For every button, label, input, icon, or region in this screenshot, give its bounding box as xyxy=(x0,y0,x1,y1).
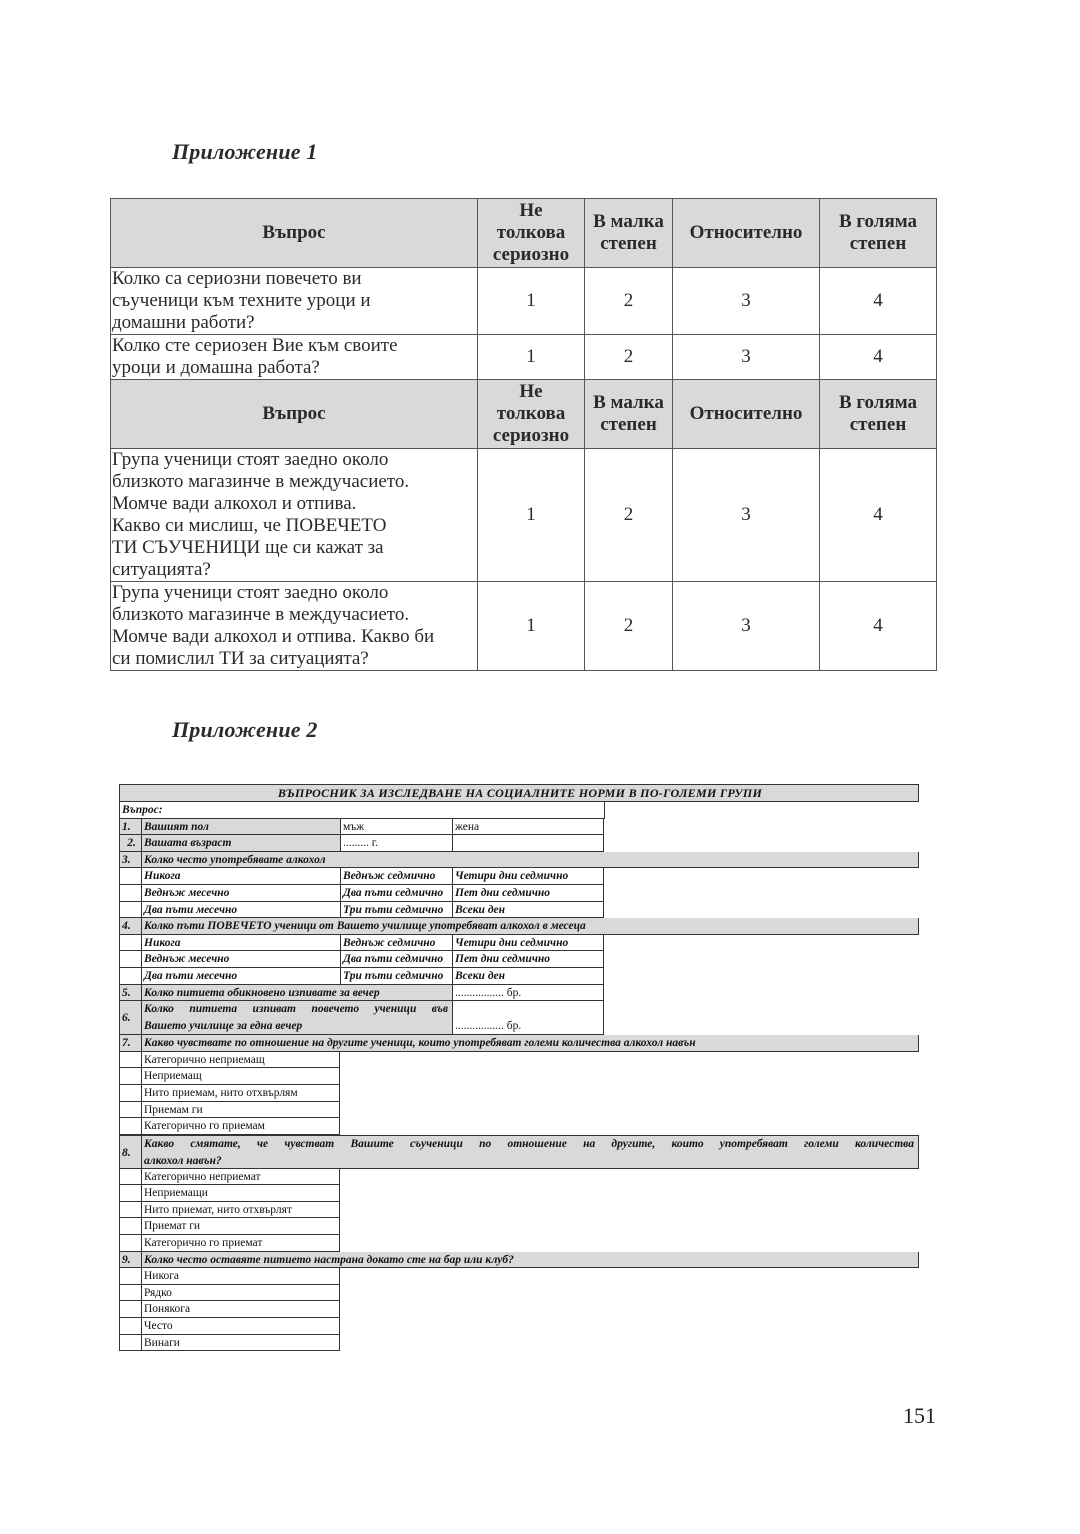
option-row xyxy=(119,968,919,985)
answer-option[interactable]: Винаги xyxy=(141,1335,340,1352)
question-text xyxy=(141,1135,919,1169)
answer-option[interactable]: Категорично го приемат xyxy=(141,1235,340,1252)
answer-option[interactable]: Два пъти месечно xyxy=(141,902,340,919)
question-line: ситуацията? xyxy=(112,559,211,580)
header-question: Въпрос xyxy=(111,380,478,449)
option-row xyxy=(119,1085,919,1102)
question-line: си помислил ТИ за ситуацията? xyxy=(112,648,369,669)
rating-option[interactable]: 2 xyxy=(585,335,673,380)
answer-option[interactable]: Никога xyxy=(141,868,340,885)
header-line: Не xyxy=(519,381,543,402)
header-line: В голяма xyxy=(838,392,918,413)
answer-option[interactable]: Всеки ден xyxy=(452,968,604,985)
empty-number-cell xyxy=(119,1102,141,1119)
header-line: сериозно xyxy=(492,425,570,446)
question-cell xyxy=(111,449,478,582)
answer-option[interactable]: Приемам ги xyxy=(141,1102,340,1119)
empty-number-cell xyxy=(119,951,141,968)
option-row xyxy=(119,935,919,952)
question-number: 1. xyxy=(119,819,141,836)
answer-option[interactable]: Нито приемам, нито отхвърлям xyxy=(141,1085,340,1102)
option-row xyxy=(119,1102,919,1119)
header-line: сериозно xyxy=(492,244,570,265)
empty-number-cell xyxy=(119,1202,141,1219)
answer-option[interactable]: Категорично неприемащ xyxy=(141,1052,340,1069)
question-text xyxy=(141,1001,452,1035)
header-line: степен xyxy=(600,233,657,254)
question-text-line: Колко питиета изпиват повечето ученици във xyxy=(144,1003,448,1016)
question-line: Група ученици стоят заедно около xyxy=(112,449,389,470)
answer-option[interactable]: Неприемащ xyxy=(141,1068,340,1085)
header-line: В голяма xyxy=(838,211,918,232)
question-label-row xyxy=(119,802,919,819)
question-number: 8. xyxy=(119,1135,141,1169)
question-text-line: Какво смятате, че чувстват Вашите съученици по отношение на другите, които употребяват големи количества xyxy=(144,1137,914,1150)
header-relatively: Относително xyxy=(673,380,820,449)
option-row xyxy=(119,1335,919,1352)
rating-option[interactable]: 2 xyxy=(585,268,673,335)
option-row xyxy=(119,1202,919,1219)
empty-number-cell xyxy=(119,1169,141,1186)
header-line: толкова xyxy=(496,403,566,424)
empty-cell xyxy=(452,835,604,852)
answer-option[interactable]: Три пъти седмично xyxy=(340,968,452,985)
rating-option[interactable]: 4 xyxy=(820,582,937,671)
rating-option[interactable]: 3 xyxy=(673,449,820,582)
question-line: съученици към техните уроци и xyxy=(112,290,371,311)
header-not-so-serious xyxy=(478,199,585,268)
rating-option[interactable]: 4 xyxy=(820,268,937,335)
header-question: Въпрос xyxy=(111,199,478,268)
divider xyxy=(604,802,607,819)
question-line: Момче вади алкохол и отпива. xyxy=(112,493,357,514)
header-line: толкова xyxy=(496,222,566,243)
option-row xyxy=(119,1268,919,1285)
option-row xyxy=(119,1218,919,1235)
question-number: 2. xyxy=(119,835,141,852)
question-text: Колко често употребявате алкохол xyxy=(141,852,919,869)
question-text: Колко питиета обикновено изпивате за вечер xyxy=(141,985,452,1002)
empty-number-cell xyxy=(119,968,141,985)
answer-option[interactable]: Често xyxy=(141,1318,340,1335)
page-number: 151 xyxy=(903,1403,936,1428)
header-small-degree xyxy=(585,199,673,268)
header-line: В малка xyxy=(593,392,664,413)
question-line: уроци и домашна работа? xyxy=(112,357,320,378)
question-number: 7. xyxy=(119,1035,141,1052)
question-text: Колко пъти ПОВЕЧЕТО ученици от Вашето училище употребяват алкохол в месеца xyxy=(141,918,919,935)
option-row xyxy=(119,951,919,968)
question-text: Какво чувствате по отношение на другите ученици, които употребяват големи количества алкохол навън xyxy=(141,1035,919,1052)
header-large-degree xyxy=(820,380,937,449)
answer-field[interactable]: ......... г. xyxy=(340,835,452,852)
question-label: Въпрос: xyxy=(119,802,604,819)
empty-number-cell xyxy=(119,1235,141,1252)
answer-option[interactable]: Два пъти месечно xyxy=(141,968,340,985)
empty-number-cell xyxy=(119,935,141,952)
answer-option[interactable]: Веднъж седмично xyxy=(340,868,452,885)
empty-number-cell xyxy=(119,868,141,885)
answer-option[interactable]: мъж xyxy=(340,819,452,836)
question-text: Колко често оставяте питието настрана докато сте на бар или клуб? xyxy=(141,1252,919,1269)
rating-option[interactable]: 2 xyxy=(585,582,673,671)
question-line: Колко са сериозни повечето ви xyxy=(112,268,362,289)
question-number: 5. xyxy=(119,985,141,1002)
answer-option[interactable]: Пет дни седмично xyxy=(452,885,604,902)
answer-option[interactable]: Никога xyxy=(141,1268,340,1285)
header-not-so-serious xyxy=(478,380,585,449)
question-text-line: Вашето училище за една вечер xyxy=(144,1020,303,1033)
question-header-row xyxy=(119,1252,919,1269)
question-line: домашни работи? xyxy=(112,312,255,333)
question-header-row xyxy=(119,918,919,935)
rating-option[interactable]: 4 xyxy=(820,335,937,380)
header-line: степен xyxy=(849,233,907,254)
question-line: Какво си мислиш, че ПОВЕЧЕТО xyxy=(112,515,387,536)
header-line: степен xyxy=(849,414,907,435)
rating-option[interactable]: 3 xyxy=(673,268,820,335)
answer-option[interactable]: Рядко xyxy=(141,1285,340,1302)
answer-field[interactable]: ................. бр. xyxy=(452,985,604,1002)
answer-option[interactable]: Четири дни седмично xyxy=(452,868,604,885)
question-number: 6. xyxy=(119,1001,141,1035)
option-row xyxy=(119,1118,919,1135)
option-row xyxy=(119,1169,919,1186)
header-line: степен xyxy=(600,414,657,435)
question-line: Колко сте сериозен Вие към своите xyxy=(112,335,398,356)
questionnaire-title-row xyxy=(119,784,919,802)
question-header-row xyxy=(119,1135,919,1169)
question-text: Вашата възраст xyxy=(141,835,340,852)
question-row xyxy=(119,1001,919,1035)
empty-number-cell xyxy=(119,1335,141,1352)
question-line: ТИ СЪУЧЕНИЦИ ще си кажат за xyxy=(112,537,384,558)
question-number: 3. xyxy=(119,852,141,869)
appendix-2-heading: Приложение 2 xyxy=(172,717,318,742)
empty-number-cell xyxy=(119,1268,141,1285)
empty-number-cell xyxy=(119,902,141,919)
table-header-row xyxy=(111,380,937,449)
question-text-line: алкохол навън? xyxy=(144,1154,222,1167)
header-relatively: Относително xyxy=(673,199,820,268)
option-row xyxy=(119,1235,919,1252)
answer-option[interactable]: Веднъж месечно xyxy=(141,885,340,902)
question-line: Момче вади алкохол и отпива. Какво би xyxy=(112,626,435,647)
question-row xyxy=(119,819,919,836)
option-row xyxy=(119,902,919,919)
empty-number-cell xyxy=(119,1185,141,1202)
answer-option[interactable]: Приемат ги xyxy=(141,1218,340,1235)
appendix-1-heading: Приложение 1 xyxy=(172,139,318,164)
rating-option[interactable]: 1 xyxy=(478,335,585,380)
table-row xyxy=(111,335,937,380)
empty-number-cell xyxy=(119,1118,141,1135)
empty-number-cell xyxy=(119,1285,141,1302)
empty-number-cell xyxy=(119,1068,141,1085)
empty-number-cell xyxy=(119,1218,141,1235)
answer-option[interactable]: Веднъж седмично xyxy=(340,935,452,952)
question-cell xyxy=(111,335,478,380)
answer-option[interactable]: Никога xyxy=(141,935,340,952)
answer-option[interactable]: Категорично неприемат xyxy=(141,1169,340,1186)
answer-option[interactable]: Четири дни седмично xyxy=(452,935,604,952)
option-row xyxy=(119,1052,919,1069)
rating-option[interactable]: 3 xyxy=(673,335,820,380)
table-row xyxy=(111,449,937,582)
question-cell xyxy=(111,582,478,671)
answer-option[interactable]: Всеки ден xyxy=(452,902,604,919)
option-row xyxy=(119,868,919,885)
answer-option[interactable]: Два пъти седмично xyxy=(340,885,452,902)
answer-option[interactable]: Неприемащи xyxy=(141,1185,340,1202)
question-row xyxy=(119,835,919,852)
empty-number-cell xyxy=(119,1085,141,1102)
answer-option[interactable]: Нито приемат, нито отхвърлят xyxy=(141,1202,340,1219)
answer-option[interactable]: жена xyxy=(452,819,604,836)
header-large-degree xyxy=(820,199,937,268)
table-row xyxy=(111,582,937,671)
appendix-1-table xyxy=(110,198,937,671)
question-row xyxy=(119,985,919,1002)
question-number: 9. xyxy=(119,1252,141,1269)
rating-option[interactable]: 4 xyxy=(820,449,937,582)
answer-option[interactable]: Понякога xyxy=(141,1301,340,1318)
table-header-row xyxy=(111,199,937,268)
question-header-row xyxy=(119,1035,919,1052)
question-number: 4. xyxy=(119,918,141,935)
header-small-degree xyxy=(585,380,673,449)
question-text: Вашият пол xyxy=(141,819,340,836)
question-cell xyxy=(111,268,478,335)
header-line: Не xyxy=(519,200,543,221)
rating-option[interactable]: 1 xyxy=(478,268,585,335)
question-line: близкото магазинче в междучасието. xyxy=(112,471,410,492)
option-row xyxy=(119,1318,919,1335)
rating-option[interactable]: 1 xyxy=(478,582,585,671)
empty-number-cell xyxy=(119,1301,141,1318)
option-row xyxy=(119,1301,919,1318)
answer-option[interactable]: Веднъж месечно xyxy=(141,951,340,968)
answer-option[interactable]: Пет дни седмично xyxy=(452,951,604,968)
answer-option[interactable]: Три пъти седмично xyxy=(340,902,452,919)
table-row xyxy=(111,268,937,335)
questionnaire-title: ВЪПРОСНИК ЗА ИЗСЛЕДВАНЕ НА СОЦИАЛНИТЕ НОРМИ В ПО-ГОЛЕМИ ГРУПИ xyxy=(119,784,919,802)
question-line: близкото магазинче в междучасието. xyxy=(112,604,410,625)
answer-option[interactable]: Два пъти седмично xyxy=(340,951,452,968)
empty-number-cell xyxy=(119,1052,141,1069)
questionnaire-table xyxy=(119,784,919,1351)
option-row xyxy=(119,1185,919,1202)
option-row xyxy=(119,885,919,902)
question-header-row xyxy=(119,852,919,869)
header-line: В малка xyxy=(593,211,664,232)
empty-number-cell xyxy=(119,1318,141,1335)
option-row xyxy=(119,1068,919,1085)
rating-option[interactable]: 1 xyxy=(478,449,585,582)
rating-option[interactable]: 2 xyxy=(585,449,673,582)
rating-option[interactable]: 3 xyxy=(673,582,820,671)
question-line: Група ученици стоят заедно около xyxy=(112,582,389,603)
answer-option[interactable]: Категорично го приемам xyxy=(141,1118,340,1135)
answer-field[interactable]: ................. бр. xyxy=(452,1001,604,1035)
empty-number-cell xyxy=(119,885,141,902)
option-row xyxy=(119,1285,919,1302)
